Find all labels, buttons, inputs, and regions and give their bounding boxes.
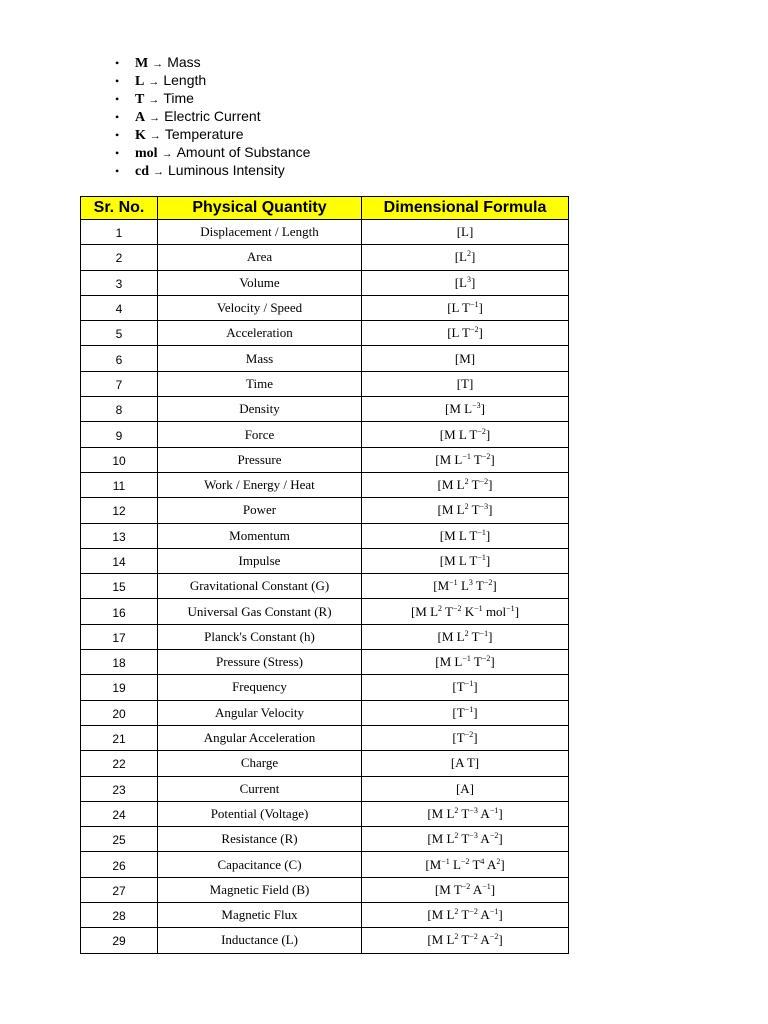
sr-no-cell: 8 bbox=[81, 397, 158, 422]
table-row bbox=[81, 725, 569, 750]
physical-quantity-cell: Density bbox=[158, 397, 362, 422]
legend-description: Time bbox=[163, 90, 194, 106]
dimensional-formula-cell: [L $T^{-1}$] bbox=[362, 295, 569, 320]
sr-no-cell: 1 bbox=[81, 220, 158, 245]
table-row bbox=[81, 675, 569, 700]
physical-quantity-cell: Velocity / Speed bbox=[158, 295, 362, 320]
physical-quantity-cell: Magnetic Flux bbox=[158, 903, 362, 928]
header-sr-no: Sr. No. bbox=[81, 197, 158, 220]
dimensional-formula-cell: [A] bbox=[362, 776, 569, 801]
header-dimensional-formula: Dimensional Formula bbox=[362, 197, 569, 220]
dimensional-formula-cell: $[L^3]$ bbox=[362, 270, 569, 295]
table-row bbox=[81, 801, 569, 826]
table-row bbox=[81, 472, 569, 497]
right-arrow-icon: → bbox=[161, 148, 173, 160]
physical-quantity-cell: Charge bbox=[158, 751, 362, 776]
sr-no-cell: 13 bbox=[81, 523, 158, 548]
sr-no-cell: 2 bbox=[81, 245, 158, 270]
sr-no-cell: 15 bbox=[81, 574, 158, 599]
legend-symbol: cd bbox=[135, 164, 149, 179]
physical-quantity-cell: Momentum bbox=[158, 523, 362, 548]
physical-quantity-cell: Impulse bbox=[158, 548, 362, 573]
sr-no-cell: 17 bbox=[81, 624, 158, 649]
sr-no-cell: 29 bbox=[81, 928, 158, 953]
table-row bbox=[81, 751, 569, 776]
bullet-icon: • bbox=[115, 146, 120, 160]
legend-item bbox=[115, 161, 310, 179]
physical-quantity-cell: Force bbox=[158, 422, 362, 447]
table-row bbox=[81, 852, 569, 877]
sr-no-cell: 20 bbox=[81, 700, 158, 725]
legend-description: Length bbox=[163, 72, 207, 88]
physical-quantity-cell: Volume bbox=[158, 270, 362, 295]
physical-quantity-cell: Capacitance (C) bbox=[158, 852, 362, 877]
dimensional-formula-cell: [$M^{-1}$ $L^3$ $T^{-2}$] bbox=[362, 574, 569, 599]
sr-no-cell: 27 bbox=[81, 877, 158, 902]
physical-quantity-cell: Magnetic Field (B) bbox=[158, 877, 362, 902]
table-row bbox=[81, 574, 569, 599]
table-row bbox=[81, 827, 569, 852]
sr-no-cell: 3 bbox=[81, 270, 158, 295]
dimensional-formula-cell: [M $L^2$ $T^{-3}$ $A^{-1}$] bbox=[362, 801, 569, 826]
dimensional-formula-cell: [M L $T^{-1}$] bbox=[362, 548, 569, 573]
table-row bbox=[81, 346, 569, 371]
dimensional-formula-cell: $[T^{-2}]$ bbox=[362, 725, 569, 750]
dimensional-formula-cell: [$M^{-1}$ $L^{-2}$ $T^4$ $A^2$] bbox=[362, 852, 569, 877]
table-row bbox=[81, 650, 569, 675]
bullet-icon: • bbox=[115, 128, 120, 142]
right-arrow-icon: → bbox=[149, 130, 161, 142]
bullet-icon: • bbox=[115, 74, 120, 88]
sr-no-cell: 21 bbox=[81, 725, 158, 750]
table-row bbox=[81, 295, 569, 320]
dimensional-formula-cell: [M] bbox=[362, 346, 569, 371]
sr-no-cell: 9 bbox=[81, 422, 158, 447]
legend-description: Electric Current bbox=[164, 108, 261, 124]
right-arrow-icon: → bbox=[148, 94, 160, 106]
sr-no-cell: 24 bbox=[81, 801, 158, 826]
sr-no-cell: 7 bbox=[81, 371, 158, 396]
physical-quantity-cell: Pressure (Stress) bbox=[158, 650, 362, 675]
dimensional-formula-cell: $[T^{-1}]$ bbox=[362, 675, 569, 700]
sr-no-cell: 12 bbox=[81, 498, 158, 523]
table-row bbox=[81, 776, 569, 801]
legend-item bbox=[115, 71, 310, 89]
right-arrow-icon: → bbox=[153, 166, 164, 178]
physical-quantity-cell: Time bbox=[158, 371, 362, 396]
legend-description: Mass bbox=[167, 54, 201, 70]
legend-item bbox=[115, 143, 310, 161]
dimensional-formula-table bbox=[80, 196, 569, 954]
sr-no-cell: 14 bbox=[81, 548, 158, 573]
sr-no-cell: 22 bbox=[81, 751, 158, 776]
physical-quantity-cell: Universal Gas Constant (R) bbox=[158, 599, 362, 624]
physical-quantity-cell: Mass bbox=[158, 346, 362, 371]
dimensional-formula-cell: $[T^{-1}]$ bbox=[362, 700, 569, 725]
physical-quantity-cell: Planck's Constant (h) bbox=[158, 624, 362, 649]
sr-no-cell: 28 bbox=[81, 903, 158, 928]
legend-item bbox=[115, 107, 310, 125]
dimensional-formula-cell: [M $L^{-1}$ $T^{-2}$] bbox=[362, 447, 569, 472]
physical-quantity-cell: Displacement / Length bbox=[158, 220, 362, 245]
sr-no-cell: 23 bbox=[81, 776, 158, 801]
dimensional-formula-cell: $[L^2]$ bbox=[362, 245, 569, 270]
sr-no-cell: 19 bbox=[81, 675, 158, 700]
legend-symbol: T bbox=[135, 92, 145, 107]
physical-quantity-cell: Resistance (R) bbox=[158, 827, 362, 852]
table-row bbox=[81, 321, 569, 346]
table-row bbox=[81, 447, 569, 472]
dimensional-formula-cell: [M L $T^{-2}$] bbox=[362, 422, 569, 447]
table-row bbox=[81, 877, 569, 902]
bullet-icon: • bbox=[115, 56, 120, 70]
dimensional-formula-cell: [T] bbox=[362, 371, 569, 396]
table-row bbox=[81, 700, 569, 725]
dimensional-formula-cell: [M $L^2$ $T^{-2}$] bbox=[362, 472, 569, 497]
physical-quantity-cell: Pressure bbox=[158, 447, 362, 472]
dimensional-formula-cell: [M $L^2$ $T^{-2}$ $K^{-1}$ mol$^{-1}$] bbox=[362, 599, 569, 624]
table-row bbox=[81, 548, 569, 573]
legend-symbol: M bbox=[135, 56, 149, 71]
right-arrow-icon: → bbox=[149, 112, 161, 124]
right-arrow-icon: → bbox=[152, 58, 164, 70]
table-row bbox=[81, 928, 569, 953]
dimension-symbol-legend bbox=[115, 53, 310, 179]
physical-quantity-cell: Potential (Voltage) bbox=[158, 801, 362, 826]
dimensional-formula-cell: [M $L^2$ $T^{-1}$] bbox=[362, 624, 569, 649]
sr-no-cell: 5 bbox=[81, 321, 158, 346]
bullet-icon: • bbox=[115, 110, 120, 124]
physical-quantity-cell: Angular Velocity bbox=[158, 700, 362, 725]
legend-description: Temperature bbox=[164, 126, 244, 142]
legend-symbol: K bbox=[135, 128, 146, 143]
table-header-row bbox=[81, 197, 569, 220]
table-row bbox=[81, 270, 569, 295]
sr-no-cell: 6 bbox=[81, 346, 158, 371]
dimensional-formula-cell: [M $L^2$ $T^{-2}$ $A^{-1}$] bbox=[362, 903, 569, 928]
sr-no-cell: 26 bbox=[81, 852, 158, 877]
sr-no-cell: 25 bbox=[81, 827, 158, 852]
table-row bbox=[81, 245, 569, 270]
table-row bbox=[81, 371, 569, 396]
physical-quantity-cell: Current bbox=[158, 776, 362, 801]
sr-no-cell: 18 bbox=[81, 650, 158, 675]
dimensional-formula-cell: [M L $T^{-1}$] bbox=[362, 523, 569, 548]
legend-symbol: mol bbox=[135, 146, 158, 161]
right-arrow-icon: → bbox=[148, 76, 160, 88]
dimensional-formula-cell: [M $T^{-2}$ $A^{-1}$] bbox=[362, 877, 569, 902]
table-body bbox=[81, 220, 569, 954]
dimensional-formula-cell: [M $L^2$ $T^{-3}$ $A^{-2}$] bbox=[362, 827, 569, 852]
sr-no-cell: 16 bbox=[81, 599, 158, 624]
legend-item bbox=[115, 125, 310, 143]
physical-quantity-cell: Angular Acceleration bbox=[158, 725, 362, 750]
dimensional-formula-cell: [M $L^2$ $T^{-2}$ $A^{-2}$] bbox=[362, 928, 569, 953]
table-row bbox=[81, 599, 569, 624]
physical-quantity-cell: Work / Energy / Heat bbox=[158, 472, 362, 497]
legend-symbol: A bbox=[135, 110, 146, 125]
sr-no-cell: 4 bbox=[81, 295, 158, 320]
legend-item bbox=[115, 89, 310, 107]
dimensional-formula-cell: [M $L^{-1}$ $T^{-2}$] bbox=[362, 650, 569, 675]
bullet-icon: • bbox=[115, 92, 120, 106]
dimensional-formula-cell: [M $L^{-3}$] bbox=[362, 397, 569, 422]
table-row bbox=[81, 523, 569, 548]
sr-no-cell: 10 bbox=[81, 447, 158, 472]
physical-quantity-cell: Gravitational Constant (G) bbox=[158, 574, 362, 599]
physical-quantity-cell: Area bbox=[158, 245, 362, 270]
table-row bbox=[81, 624, 569, 649]
physical-quantity-cell: Power bbox=[158, 498, 362, 523]
bullet-icon: • bbox=[115, 164, 120, 178]
legend-description: Amount of Substance bbox=[176, 144, 311, 160]
physical-quantity-cell: Inductance (L) bbox=[158, 928, 362, 953]
table-row bbox=[81, 220, 569, 245]
legend-symbol: L bbox=[135, 74, 145, 89]
physical-quantity-cell: Acceleration bbox=[158, 321, 362, 346]
header-physical-quantity: Physical Quantity bbox=[158, 197, 362, 220]
table-row bbox=[81, 397, 569, 422]
table-row bbox=[81, 903, 569, 928]
dimensional-formula-cell: [L] bbox=[362, 220, 569, 245]
physical-quantity-cell: Frequency bbox=[158, 675, 362, 700]
table-row bbox=[81, 422, 569, 447]
dimensional-formula-cell: [M $L^2$ $T^{-3}$] bbox=[362, 498, 569, 523]
legend-description: Luminous Intensity bbox=[168, 162, 285, 178]
dimensional-formula-cell: [L $T^{-2}$] bbox=[362, 321, 569, 346]
sr-no-cell: 11 bbox=[81, 472, 158, 497]
table-row bbox=[81, 498, 569, 523]
legend-item bbox=[115, 53, 310, 71]
dimensional-formula-cell: [A T] bbox=[362, 751, 569, 776]
